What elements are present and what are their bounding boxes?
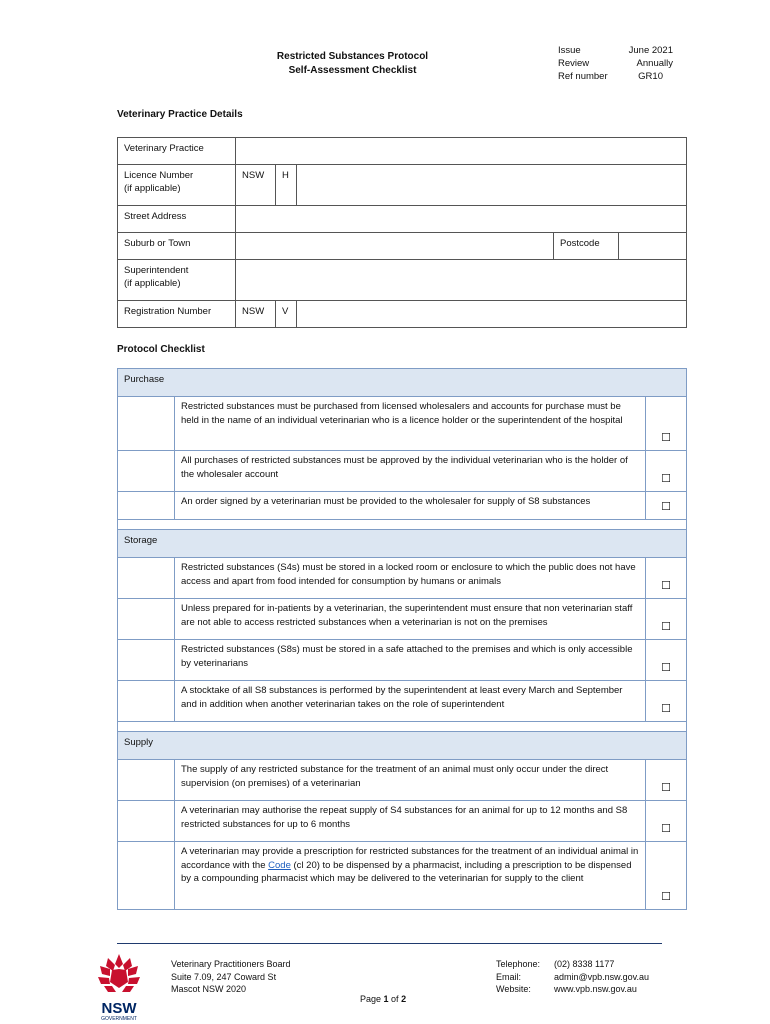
government-wordmark: GOVERNMENT — [101, 1016, 137, 1022]
postcode-input[interactable] — [619, 233, 687, 260]
title-line-2: Self-Assessment Checklist — [288, 65, 417, 76]
street-label: Street Address — [118, 206, 236, 233]
checkbox[interactable]: ☐ — [646, 492, 687, 520]
practice-details-table — [117, 137, 687, 328]
checkbox[interactable]: ☐ — [646, 397, 687, 451]
meta-ref-number: Ref number GR10 — [558, 71, 663, 82]
licence-nsw-prefix: NSW — [236, 165, 276, 206]
licence-label: Licence Number (if applicable) — [118, 165, 236, 206]
storage-header: Storage — [118, 530, 687, 558]
protocol-checklist-table — [117, 368, 687, 910]
meta-issue: Issue June 2021 — [558, 45, 673, 56]
checkbox[interactable]: ☐ — [646, 801, 687, 842]
checklist-item: An order signed by a veterinarian must be provided to the wholesaler for supply of S8 substances ☐ — [118, 492, 687, 520]
title-line-1: Restricted Substances Protocol — [276, 51, 429, 62]
nsw-wordmark: NSW — [101, 1000, 137, 1017]
checkbox[interactable]: ☐ — [646, 599, 687, 640]
checklist-item: All purchases of restricted substances must be approved by the individual veterinarian who is the holder of the wholesaler account ☐ — [118, 451, 687, 492]
street-input[interactable] — [236, 206, 687, 233]
purchase-header: Purchase — [118, 369, 687, 397]
code-link[interactable]: Code — [268, 859, 291, 871]
contact-telephone: Telephone: (02) 8338 1177 — [496, 959, 615, 969]
checkbox[interactable]: ☐ — [646, 760, 687, 801]
superintendent-input[interactable] — [236, 260, 687, 301]
supply-header: Supply — [118, 732, 687, 760]
suburb-input[interactable] — [236, 233, 554, 260]
footer-divider — [117, 943, 662, 944]
contact-website: Website: www.vpb.nsw.gov.au — [496, 984, 637, 994]
waratah-icon — [94, 952, 144, 998]
document-title — [230, 50, 475, 78]
superintendent-label: Superintendent (if applicable) — [118, 260, 236, 301]
checkbox[interactable]: ☐ — [646, 558, 687, 599]
checklist-item: Restricted substances must be purchased from licensed wholesalers and accounts for purchase must be held in the name of an individual veterinarian who is a licence holder or the superintendent of the hospital ☐ — [118, 397, 687, 451]
details-section-title: Veterinary Practice Details — [117, 109, 243, 120]
checkbox[interactable]: ☐ — [646, 681, 687, 722]
checklist-item: A stocktake of all S8 substances is performed by the superintendent at least every March and September and in addition when another veterinarian takes on the role of superintendent ☐ — [118, 681, 687, 722]
checklist-item: A veterinarian may authorise the repeat supply of S4 substances for an animal for up to 12 months and S8 restricted substances for up to 6 months ☐ — [118, 801, 687, 842]
licence-number-input[interactable] — [297, 165, 687, 206]
checklist-item: The supply of any restricted substance for the treatment of an animal must only occur under the direct supervision (on premises) of a veterinarian ☐ — [118, 760, 687, 801]
document-meta — [558, 44, 673, 83]
checkbox[interactable]: ☐ — [646, 842, 687, 910]
practice-input[interactable] — [236, 138, 687, 165]
registration-v-prefix: V — [276, 301, 297, 328]
checklist-item: Restricted substances (S4s) must be stored in a locked room or enclosure to which the public does not have access and apart from food intended for consumption by humans or animals ☐ — [118, 558, 687, 599]
postcode-label: Postcode — [554, 233, 619, 260]
registration-number-input[interactable] — [297, 301, 687, 328]
registration-label: Registration Number — [118, 301, 236, 328]
registration-nsw-prefix: NSW — [236, 301, 276, 328]
nsw-government-logo — [94, 952, 144, 1024]
suburb-label: Suburb or Town — [118, 233, 236, 260]
page-number: Page 1 of 2 — [360, 994, 407, 1004]
checklist-item: A veterinarian may provide a prescription for restricted substances for the treatment of an individual animal in accordance with the Code (cl 20) to be dispensed by a pharmacist, including a prescription to be dispensed by a compounding pharmacist which may be delivered to the veterinarian for supply to the client ☐ — [118, 842, 687, 910]
board-address: Veterinary Practitioners Board Suite 7.09, 247 Coward St Mascot NSW 2020 — [171, 959, 291, 994]
contact-email: Email: admin@vpb.nsw.gov.au — [496, 971, 650, 982]
board-contacts — [496, 958, 649, 996]
checkbox[interactable]: ☐ — [646, 640, 687, 681]
licence-h-prefix: H — [276, 165, 297, 206]
checklist-item: Restricted substances (S8s) must be stored in a safe attached to the premises and which is only accessible by veterinarians ☐ — [118, 640, 687, 681]
checkbox[interactable]: ☐ — [646, 451, 687, 492]
checklist-section-title: Protocol Checklist — [117, 344, 205, 355]
practice-label: Veterinary Practice — [118, 138, 236, 165]
checklist-item: Unless prepared for in-patients by a veterinarian, the superintendent must ensure that non veterinarian staff are not able to access restricted substances when a veterinarian is not on the premises ☐ — [118, 599, 687, 640]
meta-review: Review Annually — [558, 58, 673, 69]
